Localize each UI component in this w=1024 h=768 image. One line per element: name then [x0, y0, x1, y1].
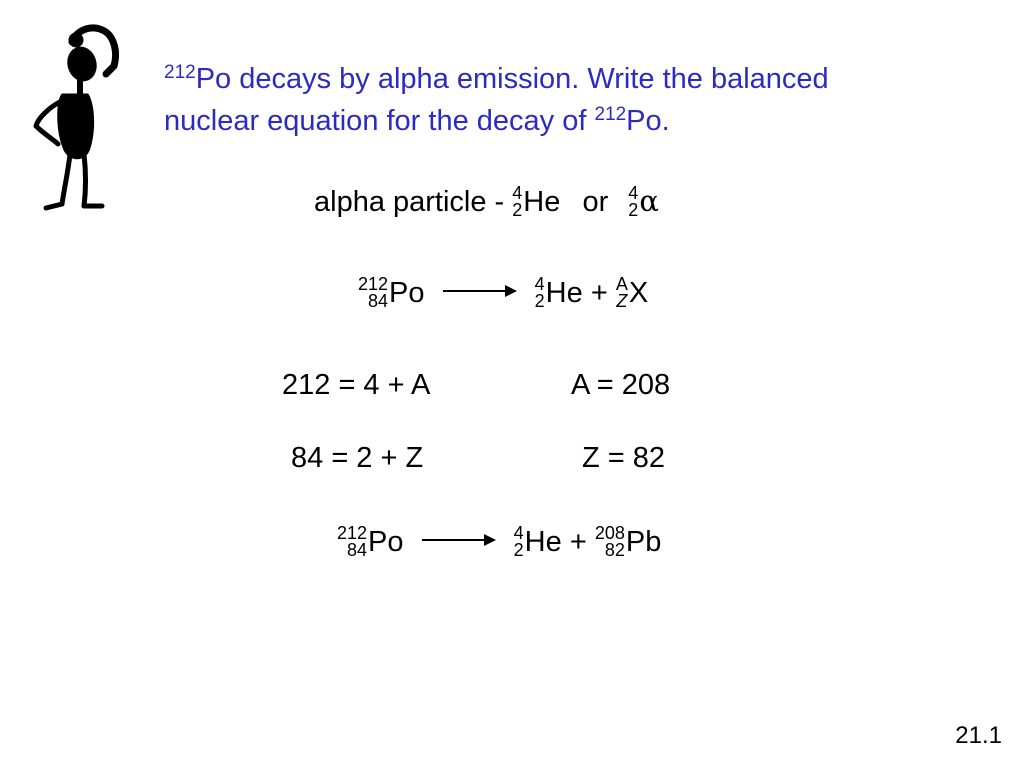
po-mass: 212 — [337, 523, 368, 543]
po-isotope-numbers — [337, 525, 367, 559]
he-symbol: He — [545, 277, 583, 309]
pb-atomic: 82 — [604, 540, 625, 560]
decay-equation-balanced — [337, 525, 661, 559]
he-symbol: He — [524, 526, 562, 558]
po-isotope-numbers — [358, 276, 388, 310]
alpha-label: alpha particle - — [314, 186, 513, 218]
reaction-arrow-icon — [422, 534, 496, 546]
title-line-1 — [164, 58, 829, 100]
x-symbol: X — [628, 277, 649, 309]
atomic-number-equation: 84 = 2 + Z — [291, 442, 424, 474]
plus-sign: + — [590, 277, 608, 309]
alpha-particle-line — [314, 185, 659, 219]
alpha-symbol: α — [639, 184, 659, 218]
po-mass-number-2: 212 — [594, 104, 627, 125]
title-text-2: nuclear equation for the decay of — [164, 105, 595, 137]
po-mass-number: 212 — [164, 62, 196, 83]
title-line-2 — [164, 100, 829, 142]
or-text: or — [582, 186, 609, 218]
plus-sign: + — [569, 526, 587, 558]
slide-title — [164, 58, 829, 142]
he-isotope-numbers — [535, 276, 545, 310]
he-isotope-numbers — [514, 525, 524, 559]
he-symbol: He — [523, 186, 561, 218]
po-mass: 212 — [358, 274, 389, 294]
pb-isotope-numbers — [595, 525, 625, 559]
po-atomic: 84 — [347, 540, 368, 560]
he-atomic: 2 — [534, 291, 545, 311]
pb-symbol: Pb — [625, 526, 662, 558]
title-text-1: Po decays by alpha emission. Write the balanced — [195, 63, 829, 95]
po-symbol: Po — [368, 526, 404, 558]
title-text-3: Po. — [626, 105, 670, 137]
alpha-atomic: 2 — [628, 200, 639, 220]
reaction-arrow-icon — [443, 285, 517, 297]
he-atomic: 2 — [512, 200, 523, 220]
he-mass: 4 — [534, 274, 545, 294]
mass-number-equation: 212 = 4 + A — [282, 369, 431, 401]
po-atomic: 84 — [368, 291, 389, 311]
alpha-mass: 4 — [628, 183, 639, 203]
mass-number-result: A = 208 — [571, 369, 671, 401]
po-symbol: Po — [389, 277, 425, 309]
x-atomic: Z — [616, 291, 628, 311]
slide-number: 21.1 — [955, 722, 1002, 749]
x-isotope-numbers — [616, 276, 628, 310]
he-mass: 4 — [513, 523, 524, 543]
alpha-isotope-numbers — [628, 185, 638, 219]
he-isotope-numbers — [512, 185, 522, 219]
decay-equation-general — [358, 276, 648, 310]
thinking-figure-icon — [14, 22, 134, 218]
he-atomic: 2 — [513, 540, 524, 560]
x-mass: A — [615, 274, 628, 294]
he-mass: 4 — [512, 183, 523, 203]
pb-mass: 208 — [594, 523, 625, 543]
atomic-number-result: Z = 82 — [582, 442, 666, 474]
